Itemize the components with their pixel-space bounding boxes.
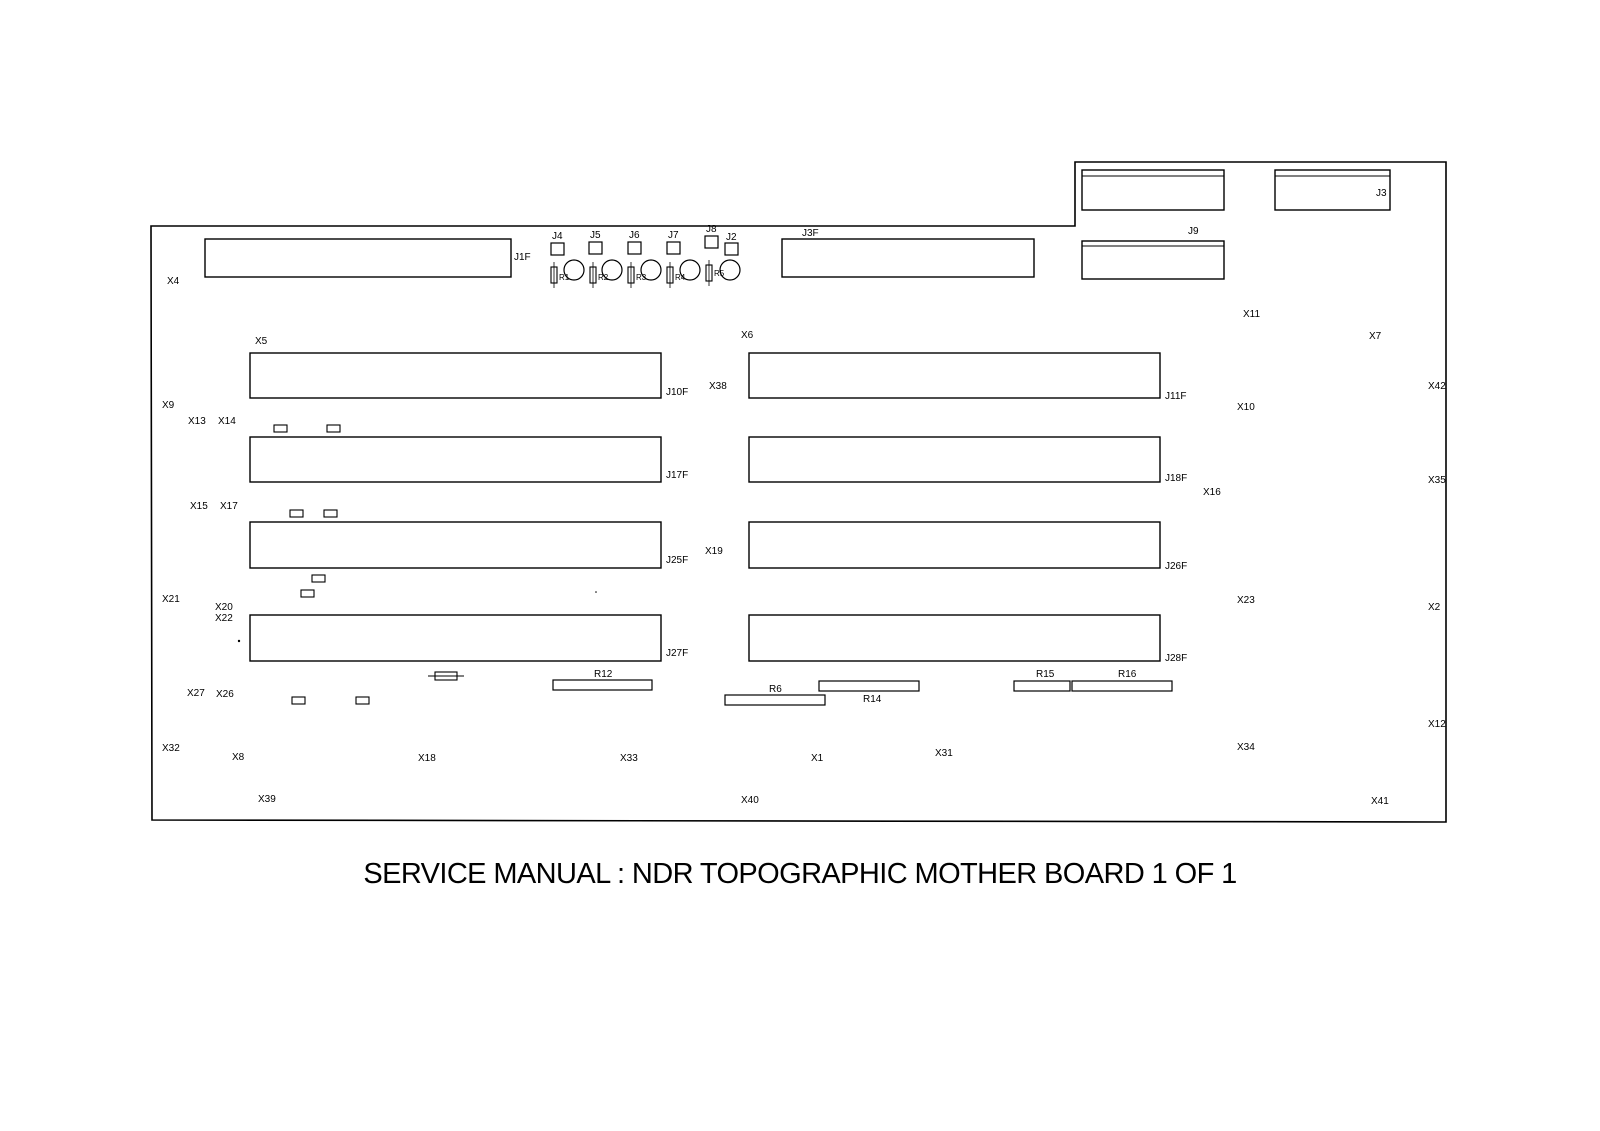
connector-j3f bbox=[782, 239, 1034, 277]
label-x6: X6 bbox=[741, 330, 754, 341]
label-j8: J8 bbox=[706, 224, 717, 235]
connector-j1f bbox=[205, 239, 511, 277]
label-x26: X26 bbox=[216, 689, 234, 700]
smd-capacitor bbox=[324, 510, 337, 517]
label-x41: X41 bbox=[1371, 796, 1389, 807]
label-x31: X31 bbox=[935, 748, 953, 759]
label-x11: X11 bbox=[1243, 309, 1261, 320]
label-x21: X21 bbox=[162, 594, 180, 605]
jumper-j8-pad bbox=[705, 236, 718, 248]
label-x1: X1 bbox=[811, 753, 824, 764]
label-x2: X2 bbox=[1428, 602, 1441, 613]
board-outline bbox=[151, 162, 1446, 822]
label-r12: R12 bbox=[594, 669, 613, 680]
label-x9: X9 bbox=[162, 400, 175, 411]
jumper-j5-pad bbox=[589, 242, 602, 254]
label-x10: X10 bbox=[1237, 402, 1255, 413]
label-r1: R1 bbox=[559, 273, 570, 282]
label-j28f: J28F bbox=[1165, 653, 1188, 664]
label-r15: R15 bbox=[1036, 669, 1055, 680]
smd-capacitor bbox=[327, 425, 340, 432]
label-x20: X20 bbox=[215, 602, 233, 613]
label-x4: X4 bbox=[167, 276, 180, 287]
label-x38: X38 bbox=[709, 381, 727, 392]
connector-j17f bbox=[250, 437, 661, 482]
jumper-j2-pad bbox=[725, 243, 738, 255]
label-x40: X40 bbox=[741, 795, 759, 806]
smd-capacitor bbox=[312, 575, 325, 582]
label-r14: R14 bbox=[863, 694, 882, 705]
label-x32: X32 bbox=[162, 743, 180, 754]
smd-capacitor bbox=[356, 697, 369, 704]
label-x13: X13 bbox=[188, 416, 206, 427]
label-r3: R3 bbox=[636, 273, 647, 282]
label-x35: X35 bbox=[1428, 475, 1446, 486]
page-caption: SERVICE MANUAL : NDR TOPOGRAPHIC MOTHER BOARD 1 OF 1 bbox=[363, 858, 1237, 890]
label-r2: R2 bbox=[598, 273, 609, 282]
label-j26f: J26F bbox=[1165, 561, 1188, 572]
label-r5: R5 bbox=[714, 269, 725, 278]
connector-j26f bbox=[749, 522, 1160, 568]
capacitor-round-3 bbox=[641, 260, 661, 280]
connector-j18f bbox=[749, 437, 1160, 482]
label-x17: X17 bbox=[220, 501, 238, 512]
capacitor-round-1 bbox=[564, 260, 584, 280]
jumper-j6-pad bbox=[628, 242, 641, 254]
resistor-r12 bbox=[553, 680, 652, 690]
label-x34: X34 bbox=[1237, 742, 1255, 753]
label-j6: J6 bbox=[629, 230, 640, 241]
label-x19: X19 bbox=[705, 546, 723, 557]
resistor-r6 bbox=[725, 695, 825, 705]
label-j25f: J25F bbox=[666, 555, 689, 566]
capacitor-round-4 bbox=[680, 260, 700, 280]
label-j1f: J1F bbox=[514, 252, 531, 263]
connector-j11f bbox=[749, 353, 1160, 398]
label-x16: X16 bbox=[1203, 487, 1221, 498]
label-x42: X42 bbox=[1428, 381, 1446, 392]
smd-capacitor bbox=[290, 510, 303, 517]
resistor-r15 bbox=[1014, 681, 1070, 691]
jumper-j7-pad bbox=[667, 242, 680, 254]
label-x14: X14 bbox=[218, 416, 236, 427]
label-r4: R4 bbox=[675, 273, 686, 282]
label-j4: J4 bbox=[552, 231, 563, 242]
label-x18: X18 bbox=[418, 753, 436, 764]
label-x12: X12 bbox=[1428, 719, 1446, 730]
resistor-r14 bbox=[819, 681, 919, 691]
resistor-r16 bbox=[1072, 681, 1172, 691]
label-x27: X27 bbox=[187, 688, 205, 699]
connector-j25f bbox=[250, 522, 661, 568]
via-dot bbox=[238, 640, 240, 642]
label-x8: X8 bbox=[232, 752, 245, 763]
label-j18f: J18F bbox=[1165, 473, 1188, 484]
label-x15: X15 bbox=[190, 501, 208, 512]
smd-capacitor bbox=[301, 590, 314, 597]
label-j27f: J27F bbox=[666, 648, 689, 659]
label-x39: X39 bbox=[258, 794, 276, 805]
label-j3: J3 bbox=[1376, 188, 1387, 199]
label-j10f: J10F bbox=[666, 387, 689, 398]
label-x7: X7 bbox=[1369, 331, 1382, 342]
label-r16: R16 bbox=[1118, 669, 1137, 680]
label-x5: X5 bbox=[255, 336, 268, 347]
label-j11f: J11F bbox=[1165, 391, 1187, 402]
via-dot bbox=[595, 591, 597, 593]
label-j9: J9 bbox=[1188, 226, 1199, 237]
smd-capacitor bbox=[274, 425, 287, 432]
connector-j10f bbox=[250, 353, 661, 398]
label-x22: X22 bbox=[215, 613, 233, 624]
label-j3f: J3F bbox=[802, 228, 819, 239]
jumper-j4-pad bbox=[551, 243, 564, 255]
connector-j9 bbox=[1082, 241, 1224, 279]
smd-capacitor bbox=[292, 697, 305, 704]
label-j5: J5 bbox=[590, 230, 601, 241]
label-x23: X23 bbox=[1237, 595, 1255, 606]
connector-j28f bbox=[749, 615, 1160, 661]
label-j17f: J17F bbox=[666, 470, 689, 481]
capacitor-round-2 bbox=[602, 260, 622, 280]
label-r6: R6 bbox=[769, 684, 782, 695]
label-j7: J7 bbox=[668, 230, 679, 241]
label-j2: J2 bbox=[726, 232, 737, 243]
connector-j27f bbox=[250, 615, 661, 661]
label-x33: X33 bbox=[620, 753, 638, 764]
